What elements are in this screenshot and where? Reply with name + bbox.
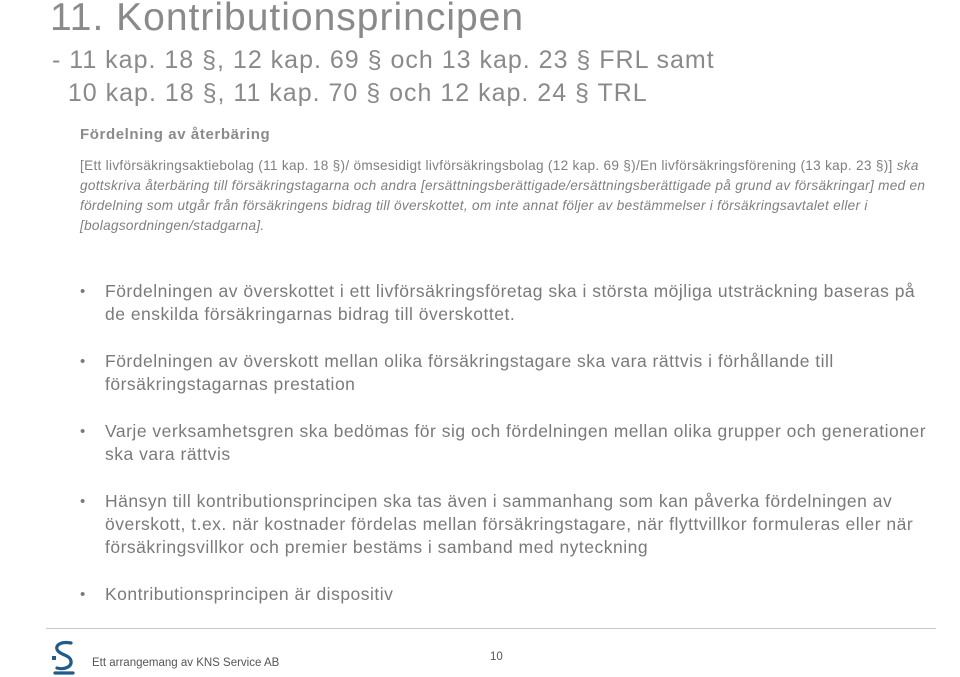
bullet-item [80, 280, 940, 326]
intro-paragraph [80, 156, 948, 236]
footer-divider [46, 628, 936, 629]
page-number: 10 [490, 651, 503, 663]
bullet-text: Kontributionsprincipen är dispositiv [105, 584, 394, 604]
intro-italic-text: ska gottskriva återbäring till försäkringstagarna och andra [ersättningsberättigade/ersättningsberättigade på grund av försäkringar] med en fördelning som utgår från försäkringens bidrag till överskottet, om inte annat följer av bestämmelser i försäkringsavtalet eller i [bolagsordningen/stadgarna]. [80, 158, 926, 233]
bullet-text: Fördelningen av överskottet i ett livförsäkringsföretag ska i största möjliga utsträckning baseras på de enskilda försäkringarnas bidrag till överskottet. [105, 281, 916, 324]
bullet-item [80, 490, 940, 559]
bullet-icon: • [80, 423, 86, 440]
intro-normal-text: [Ett livförsäkringsaktiebolag (11 kap. 18 §)/ ömsesidigt livförsäkringsbolag (12 kap. 69 §)/En livförsäkringsförening (13 kap. 23 §)] [80, 158, 893, 173]
bullet-text: Fördelningen av överskott mellan olika försäkringstagare ska vara rättvis i förhållande till försäkringstagarnas prestation [105, 351, 834, 394]
kns-logo-icon [50, 639, 78, 675]
bullet-text: Varje verksamhetsgren ska bedömas för sig och fördelningen mellan olika grupper och generationer ska vara rättvis [105, 421, 927, 464]
section-heading: Fördelning av återbäring [80, 126, 271, 143]
bullet-item [80, 350, 940, 396]
slide-title: 11. Kontributionsprincipen [50, 0, 525, 39]
bullet-text: Hänsyn till kontributionsprincipen ska tas även i sammanhang som kan påverka fördelningen av överskott, t.ex. när kostnader fördelas mellan försäkringstagare, när flyttvillkor formuleras eller när försäkringsvillkor och premier bestäms i samband med nyteckning [105, 491, 914, 557]
bullet-item [80, 420, 940, 466]
bullet-list [80, 280, 940, 606]
bullet-icon: • [80, 586, 86, 603]
slide-subtitle [52, 44, 715, 110]
bullet-icon: • [80, 493, 86, 510]
bullet-item [80, 583, 940, 606]
footer-text: Ett arrangemang av KNS Service AB [92, 657, 280, 669]
subtitle-line-1: - 11 kap. 18 §, 12 kap. 69 § och 13 kap. 23 § FRL samt [52, 46, 715, 74]
bullet-icon: • [80, 353, 86, 370]
bullet-icon: • [80, 283, 86, 300]
subtitle-line-2: 10 kap. 18 §, 11 kap. 70 § och 12 kap. 24 § TRL [52, 79, 648, 107]
